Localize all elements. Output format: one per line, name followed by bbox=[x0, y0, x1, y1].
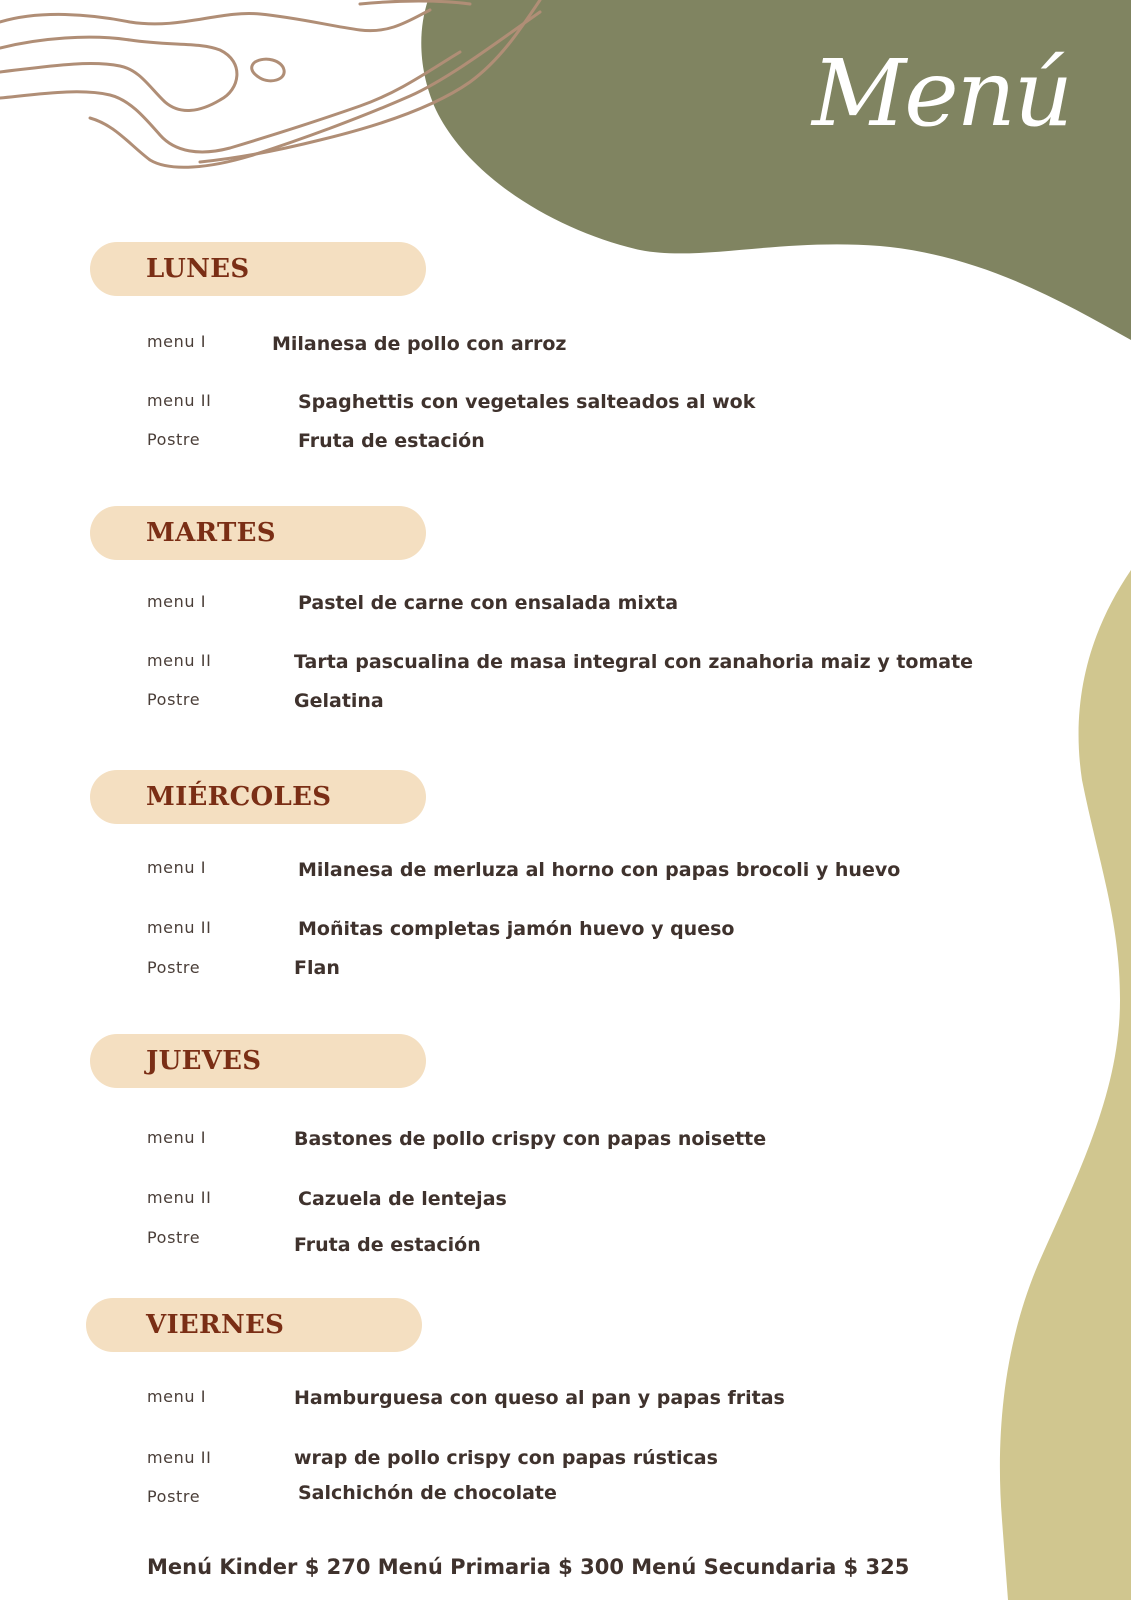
menu-1-label: menu I bbox=[147, 332, 207, 351]
menu-1-dish: Milanesa de merluza al horno con papas brocoli y huevo bbox=[298, 859, 901, 881]
menu-1-dish: Pastel de carne con ensalada mixta bbox=[298, 592, 679, 614]
menu-1-label: menu I bbox=[147, 1387, 207, 1406]
menu-2-dish: Spaghettis con vegetales salteados al wok bbox=[298, 391, 756, 413]
day-label: MARTES bbox=[146, 518, 276, 548]
menu-2-label: menu II bbox=[147, 391, 212, 410]
dessert-dish: Fruta de estación bbox=[298, 430, 485, 452]
menu-2-dish: wrap de pollo crispy con papas rústicas bbox=[294, 1447, 718, 1469]
day-header-viernes bbox=[86, 1298, 422, 1352]
day-label: MIÉRCOLES bbox=[146, 782, 332, 812]
menu-2-dish: Moñitas completas jamón huevo y queso bbox=[298, 918, 735, 940]
khaki-blob bbox=[1000, 570, 1131, 1600]
menu-2-dish: Cazuela de lentejas bbox=[298, 1188, 507, 1210]
day-label: LUNES bbox=[146, 254, 250, 284]
day-header-lunes bbox=[90, 242, 426, 296]
day-header-jueves bbox=[90, 1034, 426, 1088]
dessert-dish: Salchichón de chocolate bbox=[298, 1482, 557, 1504]
menu-1-dish: Milanesa de pollo con arroz bbox=[272, 333, 567, 355]
menu-1-dish: Hamburguesa con queso al pan y papas fritas bbox=[294, 1387, 785, 1409]
menu-1-label: menu I bbox=[147, 592, 207, 611]
dessert-label: Postre bbox=[147, 430, 201, 449]
menu-title: Menú bbox=[812, 40, 1072, 147]
menu-1-label: menu I bbox=[147, 1128, 207, 1147]
dessert-label: Postre bbox=[147, 1487, 201, 1506]
menu-2-dish: Tarta pascualina de masa integral con zanahoria maiz y tomate bbox=[294, 651, 974, 673]
day-header-martes bbox=[90, 506, 426, 560]
dessert-dish: Fruta de estación bbox=[294, 1234, 481, 1256]
dessert-label: Postre bbox=[147, 1228, 201, 1247]
dessert-dish: Gelatina bbox=[294, 690, 384, 712]
menu-2-label: menu II bbox=[147, 651, 212, 670]
day-label: JUEVES bbox=[146, 1046, 262, 1076]
menu-2-label: menu II bbox=[147, 1188, 212, 1207]
menu-1-label: menu I bbox=[147, 858, 207, 877]
price-footer: Menú Kinder $ 270 Menú Primaria $ 300 Menú Secundaria $ 325 bbox=[147, 1555, 910, 1579]
menu-1-dish: Bastones de pollo crispy con papas noisette bbox=[294, 1128, 767, 1150]
dessert-label: Postre bbox=[147, 690, 201, 709]
dessert-dish: Flan bbox=[294, 957, 340, 979]
dessert-label: Postre bbox=[147, 958, 201, 977]
menu-2-label: menu II bbox=[147, 1448, 212, 1467]
day-label: VIERNES bbox=[146, 1310, 285, 1340]
menu-2-label: menu II bbox=[147, 918, 212, 937]
day-header-miercoles bbox=[90, 770, 426, 824]
